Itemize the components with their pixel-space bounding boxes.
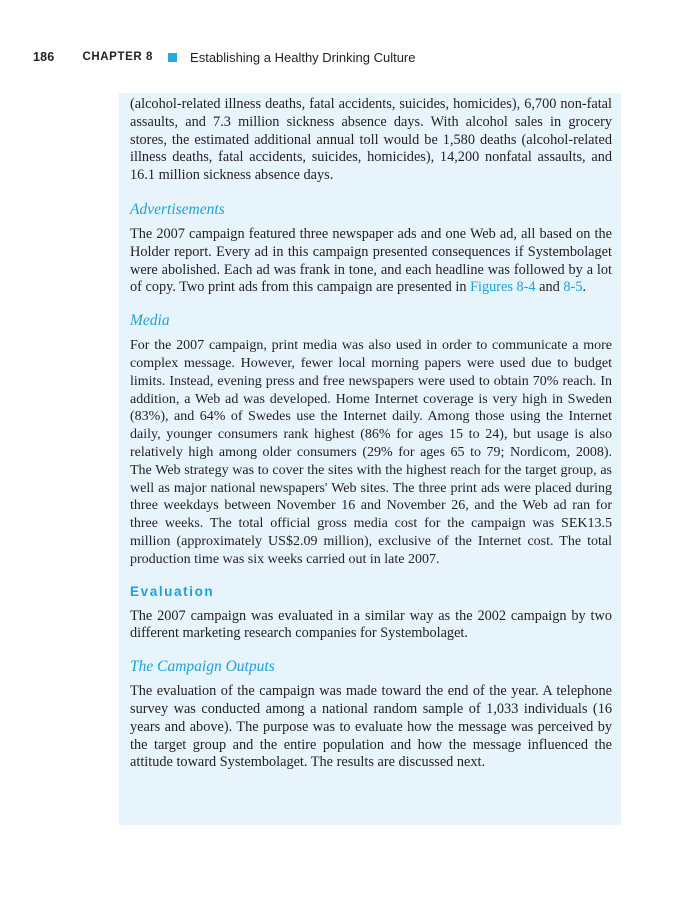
page-number: 186: [33, 50, 55, 64]
chapter-label: CHAPTER 8: [82, 51, 154, 63]
media-heading: Media: [130, 312, 170, 330]
conjunction-text: and: [539, 279, 560, 296]
square-bullet-icon: [168, 53, 177, 62]
running-header: [33, 47, 416, 67]
advertisements-paragraph: [130, 226, 612, 297]
figure-link-8-5[interactable]: 8-5: [563, 279, 583, 296]
media-paragraph: For the 2007 campaign, print media was also used in order to communicate a more complex message. However, fewer local morning papers were used due to budget limits. Instead, evening press and free newspapers were used to obtain 70% reach. In addition, a Web ad was developed. Home Internet coverage is very high in Sweden (83%), and 64% of Swedes use the Internet daily. Among those using the Internet daily, younger consumers rank highest (86% for ages 15 to 24), but usage is also relatively high among older consumers (29% for ages 65 to 79; Nordicom, 2008). The Web strategy was to cover the sites with the highest reach for the target group, as well as major national newspapers' Web sites. The three print ads were placed during three weekdays between November 16 and November 26, and the Web ad ran for three weeks. The total official gross media cost for the campaign was SEK13.5 million (approximately US$2.09 million), exclusive of the Internet cost. The total production time was six weeks carried out in late 2007.: [130, 338, 612, 567]
advertisements-text: The 2007 campaign featured three newspaper ads and one Web ad, all based on the Holder report. Every ad in this campaign presented consequences if Systembolaget were abolished. Each ad was frank in tone, and each headline was followed by a lot of copy. Two print ads from this campaign are presented in: [130, 225, 612, 296]
end-period: .: [582, 279, 587, 296]
campaign-outputs-heading: The Campaign Outputs: [130, 658, 275, 676]
intro-paragraph: (alcohol-related illness deaths, fatal accidents, suicides, homicides), 6,700 non-fatal assaults, and 7.3 million sickness absence days. With alcohol sales in grocery stores, the estimated additional annual toll would be 1,580 deaths (alcohol-related illness deaths, fatal accidents, suicides, homicides), 14,200 nonfatal assaults, and 16.1 million sickness absence days.: [130, 96, 612, 184]
campaign-outputs-paragraph: The evaluation of the campaign was made toward the end of the year. A telephone survey was conducted among a national random sample of 1,033 individuals (16 years and above). The purpose was to evaluate how the message was perceived by the target group and the entire population and how the message influenced the attitude toward Systembolaget. The results are discussed next.: [130, 683, 612, 771]
advertisements-heading: Advertisements: [130, 200, 225, 218]
evaluation-heading: Evaluation: [130, 583, 215, 599]
evaluation-paragraph: The 2007 campaign was evaluated in a similar way as the 2002 campaign by two different marketing research companies for Systembolaget.: [130, 607, 612, 642]
chapter-title: Establishing a Healthy Drinking Culture: [190, 49, 416, 65]
case-study-box: [119, 93, 621, 825]
figure-link-8-4[interactable]: Figures 8-4: [470, 279, 536, 296]
